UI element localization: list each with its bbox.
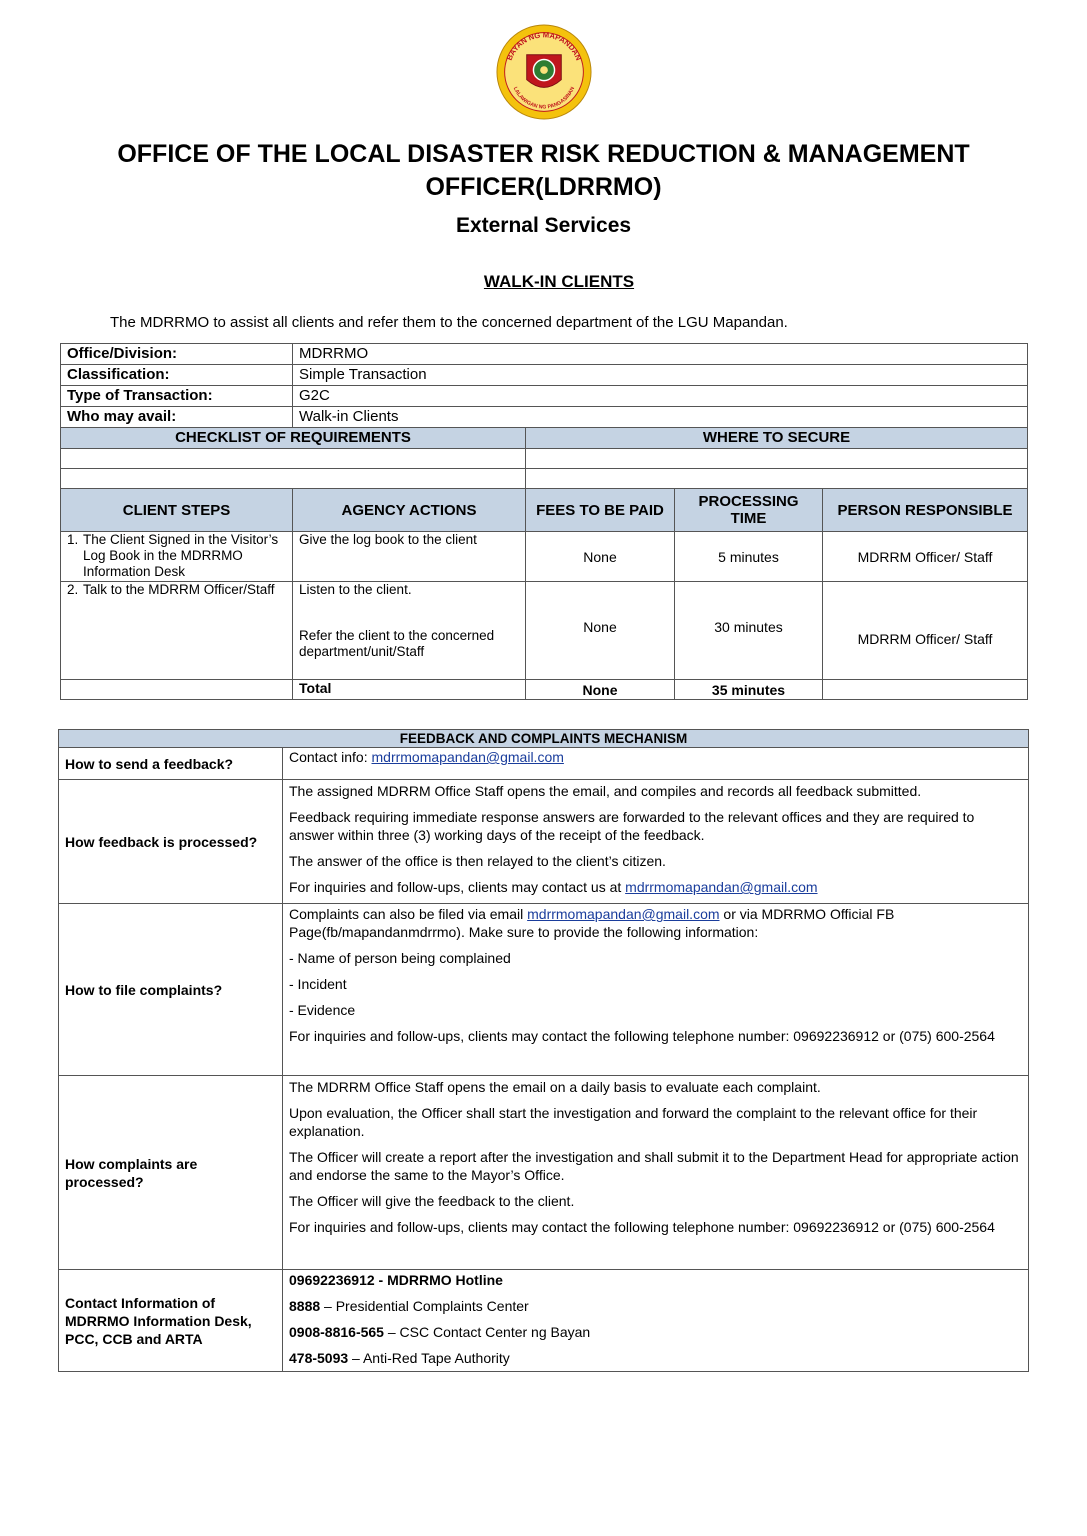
step-text: Talk to the MDRRM Officer/Staff: [83, 582, 275, 597]
section-heading: WALK-IN CLIENTS: [483, 272, 635, 291]
complaint-step: The MDRRM Office Staff opens the email on a daily basis to evaluate each complaint.: [289, 1079, 821, 1095]
contact-info-question: Contact Information of MDRRMO Information Desk, PCC, CCB and ARTA: [59, 1270, 283, 1372]
total-label: Total: [293, 680, 526, 700]
where-to-secure-header: WHERE TO SECURE: [526, 428, 1028, 449]
info-value: G2C: [293, 386, 1028, 407]
col-agency-actions: AGENCY ACTIONS: [293, 489, 526, 532]
table-row: [59, 1076, 1029, 1270]
secure-cell: [526, 469, 1028, 489]
checklist-header-row: [61, 428, 1028, 449]
total-time: 35 minutes: [675, 680, 823, 700]
info-value: Walk-in Clients: [293, 407, 1028, 428]
contact-line: [289, 1297, 1022, 1315]
table-row: [59, 1270, 1029, 1372]
send-feedback-question: How to send a feedback?: [59, 748, 283, 780]
info-value: Simple Transaction: [293, 365, 1028, 386]
steps-header-row: [61, 489, 1028, 532]
file-intro: [289, 905, 1022, 941]
title-line-1: OFFICE OF THE LOCAL DISASTER RISK REDUCTION & MANAGEMENT: [117, 140, 970, 168]
process-step: The answer of the office is then relayed to the client’s citizen.: [289, 853, 666, 869]
email-link[interactable]: mdrrmomapandan@gmail.com: [527, 906, 720, 922]
info-label: Office/Division:: [61, 344, 293, 365]
contact-line: [289, 1323, 1022, 1341]
send-feedback-answer: [283, 748, 1029, 780]
total-empty-cell: [61, 680, 293, 700]
svg-text:LALAWIGAN NG PANGASINAN: LALAWIGAN NG PANGASINAN: [511, 86, 577, 111]
complaints-processed-question: How complaints are processed?: [59, 1076, 283, 1270]
file-complaints-answer: [283, 904, 1029, 1076]
person-cell: MDRRM Officer/ Staff: [823, 582, 1028, 680]
process-step: Feedback requiring immediate response answers are forwarded to the relevant offices and they are required to answer within three (3) working days of the receipt of the feedback.: [289, 809, 975, 843]
checklist-empty-row: [61, 449, 1028, 469]
intro-text: The MDRRMO to assist all clients and refer them to the concerned department of the LGU Mapandan.: [110, 314, 788, 331]
complaint-step: For inquiries and follow-ups, clients may contact the following telephone number: 09692236912 or (075) 600-2564: [289, 1219, 995, 1235]
info-value: MDRRMO: [293, 344, 1028, 365]
agency-action-cell: Give the log book to the client: [293, 532, 526, 582]
process-step: The assigned MDRRM Office Staff opens the email, and compiles and records all feedback submitted.: [289, 783, 922, 799]
fee-cell: None: [526, 582, 675, 680]
page-subtitle: External Services: [455, 214, 632, 237]
client-step-cell: [61, 532, 293, 582]
list-item: - Name of person being complained: [289, 950, 511, 966]
contact-info-label: Contact info:: [289, 749, 368, 765]
feedback-header-row: [59, 730, 1029, 748]
checklist-empty-row: [61, 469, 1028, 489]
secure-cell: [526, 449, 1028, 469]
file-intro-b: or via MDRRMO Official FB Page(fb/mapandanmdrrmo). Make sure to provide the following information:: [289, 906, 895, 940]
municipal-seal-logo: [496, 24, 592, 120]
process-inquiry: [289, 878, 1022, 896]
info-label: Type of Transaction:: [61, 386, 293, 407]
info-label: Who may avail:: [61, 407, 293, 428]
contact-number: 478-5093: [289, 1350, 349, 1366]
table-row: [61, 582, 1028, 680]
time-cell: 30 minutes: [675, 582, 823, 680]
info-label: Classification:: [61, 365, 293, 386]
col-processing-time: PROCESSING TIME: [675, 489, 823, 532]
feedback-processed-question: How feedback is processed?: [59, 780, 283, 904]
service-info-table: [60, 343, 1028, 489]
contact-line: [289, 1271, 1022, 1289]
step-number: 2.: [67, 582, 79, 597]
complaints-processed-answer: [283, 1076, 1029, 1270]
file-inquiry: For inquiries and follow-ups, clients may contact the following telephone number: 09692236912 or (075) 600-2564: [289, 1028, 995, 1044]
total-fee: None: [526, 680, 675, 700]
contact-desc: – Anti-Red Tape Authority: [348, 1350, 510, 1366]
step-text: The Client Signed in the Visitor’s Log Book in the MDRRMO Information Desk: [83, 532, 279, 579]
inquiry-text: For inquiries and follow-ups, clients may contact us at: [289, 879, 622, 895]
feedback-title: FEEDBACK AND COMPLAINTS MECHANISM: [59, 730, 1029, 748]
contact-info-answer: [283, 1270, 1029, 1372]
info-row: [61, 344, 1028, 365]
client-steps-table: [60, 488, 1028, 700]
contact-number: 8888: [289, 1298, 321, 1314]
feedback-complaints-table: [58, 729, 1029, 1372]
contact-desc: – Presidential Complaints Center: [320, 1298, 529, 1314]
table-row: [59, 780, 1029, 904]
info-row: [61, 407, 1028, 428]
agency-action-2: Refer the client to the concerned department/unit/Staff: [299, 628, 495, 659]
file-complaints-question: How to file complaints?: [59, 904, 283, 1076]
svg-text:BAYAN NG MAPANDAN: BAYAN NG MAPANDAN: [504, 30, 584, 62]
complaint-step: The Officer will give the feedback to the client.: [289, 1193, 575, 1209]
checklist-cell: [61, 449, 526, 469]
file-intro-a: Complaints can also be filed via email: [289, 906, 524, 922]
contact-number: 09692236912 - MDRRMO Hotline: [289, 1272, 503, 1288]
info-row: [61, 386, 1028, 407]
time-cell: 5 minutes: [675, 532, 823, 582]
agency-action-cell: [293, 582, 526, 680]
total-person-empty: [823, 680, 1028, 700]
complaint-step: Upon evaluation, the Officer shall start the investigation and forward the complaint to the relevant office for their explanation.: [289, 1105, 978, 1139]
col-person-responsible: PERSON RESPONSIBLE: [823, 489, 1028, 532]
col-client-steps: CLIENT STEPS: [61, 489, 293, 532]
contact-line: [289, 1349, 1022, 1367]
table-row: [59, 748, 1029, 780]
person-cell: MDRRM Officer/ Staff: [823, 532, 1028, 582]
info-row: [61, 365, 1028, 386]
title-line-2: OFFICER(LDRRMO): [425, 173, 662, 201]
table-row: [59, 904, 1029, 1076]
contact-desc: – CSC Contact Center ng Bayan: [383, 1324, 591, 1340]
agency-action-1: Listen to the client.: [299, 582, 412, 597]
email-link[interactable]: mdrrmomapandan@gmail.com: [625, 879, 818, 895]
col-fees: FEES TO BE PAID: [526, 489, 675, 532]
checklist-header: CHECKLIST OF REQUIREMENTS: [61, 428, 526, 449]
step-number: 1.: [67, 532, 79, 547]
list-item: - Evidence: [289, 1002, 356, 1018]
email-link[interactable]: mdrrmomapandan@gmail.com: [371, 749, 564, 765]
total-row: [61, 680, 1028, 700]
contact-number: 0908-8816-565: [289, 1324, 384, 1340]
checklist-cell: [61, 469, 526, 489]
complaint-step: The Officer will create a report after the investigation and shall submit it to the Department Head for appropriate action and endorse the same to the Mayor’s Office.: [289, 1149, 1019, 1183]
feedback-processed-answer: [283, 780, 1029, 904]
page-title: [60, 138, 1027, 204]
list-item: - Incident: [289, 976, 347, 992]
fee-cell: None: [526, 532, 675, 582]
table-row: [61, 532, 1028, 582]
client-step-cell: [61, 582, 293, 680]
